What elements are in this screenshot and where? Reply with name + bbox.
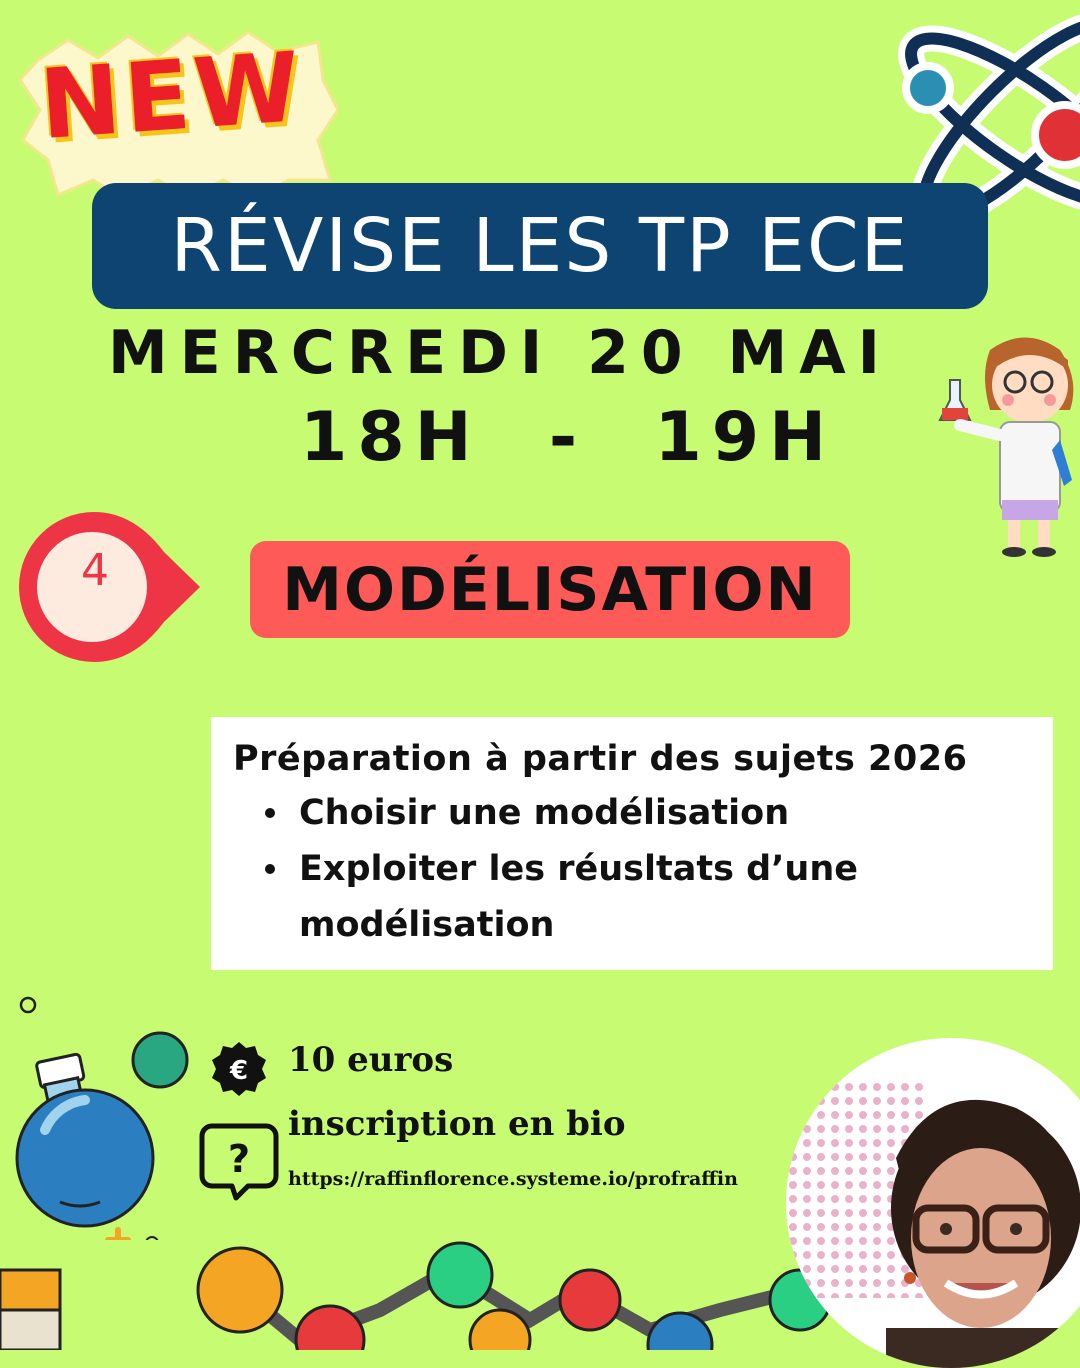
- description-card: [211, 717, 1053, 970]
- bullet-icon: [265, 864, 275, 874]
- svg-text:?: ?: [227, 1137, 251, 1181]
- round-flask-icon: [0, 990, 200, 1240]
- list-item-text: Choisir une modélisation: [299, 793, 790, 833]
- presenter-portrait: [786, 1038, 1080, 1368]
- topic-label: MODÉLISATION: [282, 554, 818, 625]
- svg-text:€: €: [229, 1056, 249, 1086]
- list-item: [299, 785, 1033, 841]
- topic-box: [250, 541, 850, 638]
- signup-text: inscription en bio: [288, 1104, 626, 1144]
- signup-url[interactable]: https://raffinflorence.systeme.io/profraffin: [288, 1168, 738, 1190]
- bullet-icon: [265, 808, 275, 818]
- list-item-text: Exploiter les réusltats d’une modélisation: [299, 849, 859, 945]
- event-date: MERCREDI 20 MAI: [108, 318, 892, 388]
- event-time: 18H - 19H: [300, 398, 836, 477]
- euro-icon: [210, 1040, 268, 1098]
- question-bubble-icon: [198, 1120, 280, 1202]
- description-heading: Préparation à partir des sujets 2026: [233, 739, 968, 779]
- title-banner: [92, 183, 988, 309]
- description-list: [233, 785, 1033, 953]
- page-title: RÉVISE LES TP ECE: [170, 203, 910, 289]
- molecule-chain-illustration: [0, 1230, 870, 1350]
- new-badge-label: NEW: [36, 30, 308, 162]
- price-text: 10 euros: [288, 1040, 454, 1080]
- topic-number: 4: [81, 545, 109, 596]
- scientist-illustration: [930, 330, 1080, 570]
- list-item: [299, 841, 959, 953]
